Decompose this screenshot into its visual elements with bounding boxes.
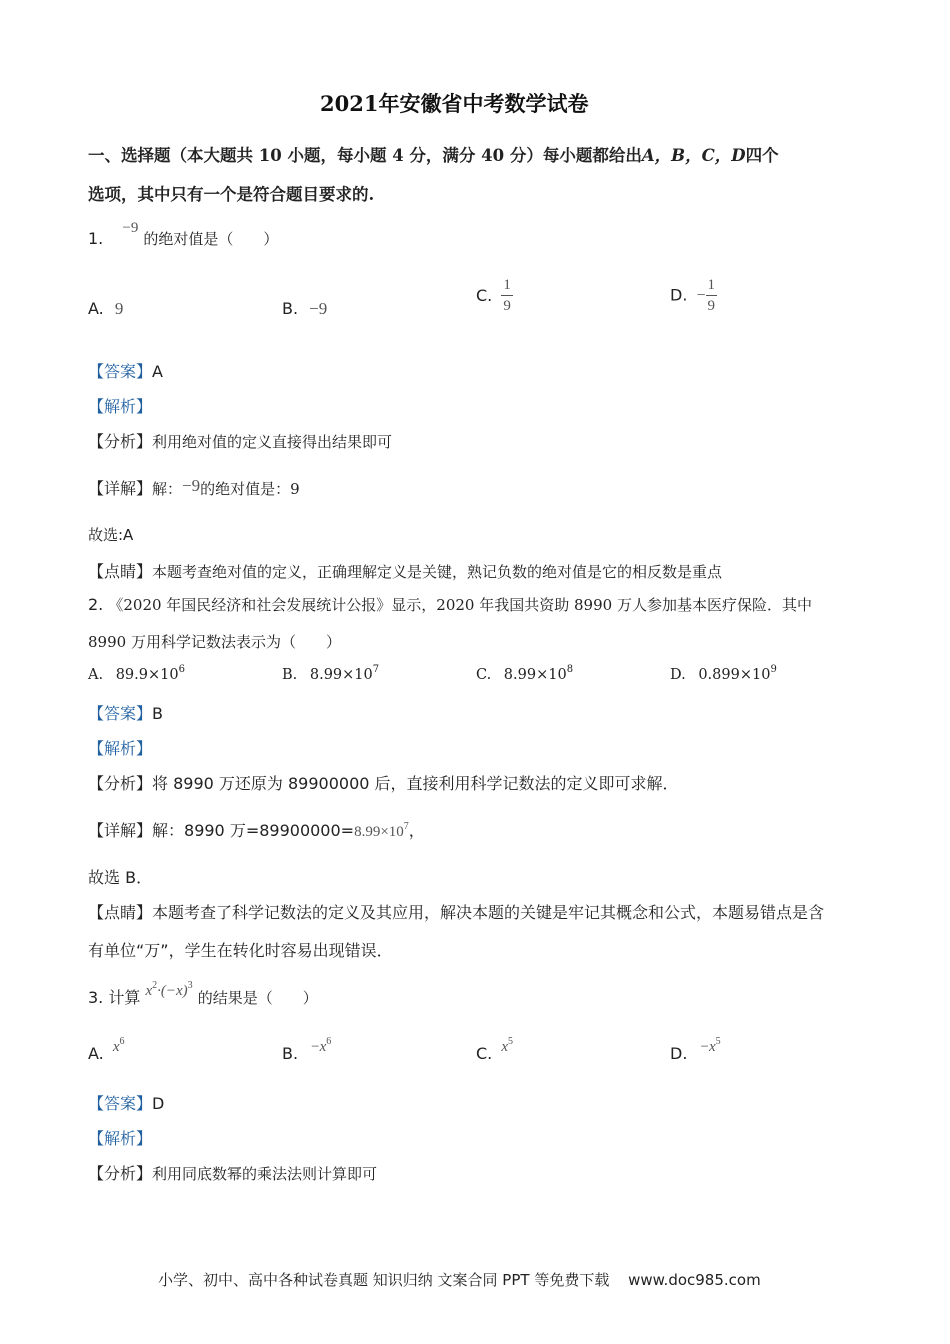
option-exponent: 6 (119, 1036, 125, 1047)
option-sign: − (696, 287, 706, 304)
q3-option-d (670, 1036, 721, 1064)
comment-text: 本题考查绝对值的定义，正确理解定义是关键，熟记负数的绝对值是它的相反数是重点 (152, 563, 723, 581)
option-label: A. (88, 299, 104, 318)
detail-tag: 【详解】 (88, 821, 153, 840)
question-2-line2: 8990 万用科学记数法表示为（ ） (88, 633, 341, 651)
q2-fenxi (88, 771, 679, 794)
option-exponent: 8 (566, 664, 574, 675)
detail-post: 的绝对值是：9 (200, 480, 300, 498)
question-2-line1 (88, 594, 812, 615)
comment-text: 本题考查了科学记数法的定义及其应用，解决本题的关键是牢记其概念和公式，本题易错点是含 (152, 903, 825, 922)
fraction-numerator: 1 (706, 278, 718, 296)
fenxi-text: 利用绝对值的定义直接得出结果即可 (152, 433, 393, 451)
section-heading-post: 四个 (745, 146, 779, 165)
expr-exp-a: 2 (152, 980, 158, 991)
option-sign: − (700, 1039, 709, 1055)
q1-fenxi (88, 429, 392, 452)
fraction-numerator: 1 (501, 278, 513, 296)
q2-option-b (282, 664, 380, 683)
option-label: A. (88, 667, 104, 683)
option-fraction (501, 278, 513, 314)
detail-pre: 解：8990 万=89900000= (152, 821, 355, 840)
q2-answer (88, 701, 163, 724)
section-heading-line1 (88, 142, 779, 166)
option-label: A. (88, 1044, 104, 1063)
fenxi-text: 利用同底数幂的乘法法则计算即可 (152, 1165, 378, 1183)
option-base: x (501, 1039, 509, 1055)
q3-answer (88, 1091, 164, 1114)
option-label: C. (476, 667, 492, 683)
answer-tag: 【答案】 (88, 704, 153, 723)
fraction-denominator: 9 (707, 298, 716, 314)
option-base: 8.99×10 (309, 667, 373, 683)
section-heading-line2: 选项，其中只有一个是符合题目要求的. (88, 185, 375, 204)
q2-option-c (476, 664, 574, 683)
answer-value: D (152, 1094, 165, 1113)
option-fraction (706, 278, 718, 314)
q2-comment-line2: 有单位“万”，学生在转化时容易出现错误． (88, 941, 393, 960)
fenxi-tag: 【分析】 (88, 1164, 153, 1183)
q1-option-b (282, 299, 327, 319)
option-exponent: 6 (326, 1036, 332, 1047)
q3-option-a (88, 1036, 125, 1064)
option-exponent: 6 (178, 664, 185, 675)
option-sign: − (311, 1039, 320, 1055)
option-label: D. (670, 1044, 688, 1063)
q1-option-a (88, 299, 123, 319)
option-base: x (112, 1039, 120, 1055)
option-base: 0.899×10 (698, 667, 771, 683)
answer-value: A (152, 362, 163, 381)
q2-comment-line1 (88, 900, 824, 923)
question-number: 3. (88, 988, 104, 1007)
option-exponent: 5 (508, 1036, 514, 1047)
fenxi-text: 将 8990 万还原为 89900000 后，直接利用科学记数法的定义即可求解． (152, 774, 679, 793)
option-exponent: 5 (715, 1036, 721, 1047)
expr-exp-b: 3 (187, 980, 193, 991)
option-label: D. (670, 285, 688, 305)
footer-url[interactable]: www.doc985.com (628, 1271, 761, 1289)
q1-answer (88, 359, 163, 382)
expr-base-b: ·(−x) (157, 983, 188, 999)
q3-analysis-tag: 【解析】 (88, 1129, 153, 1148)
q1-option-c (476, 278, 513, 314)
footer-text: 小学、初中、高中各种试卷真题 知识归纳 文案合同 PPT 等免费下载 (158, 1271, 610, 1289)
fenxi-tag: 【分析】 (88, 432, 153, 451)
option-base: 89.9×10 (115, 667, 179, 683)
option-base: 8.99×10 (503, 667, 567, 683)
q2-option-a (88, 664, 185, 683)
detail-base: 8.99×10 (354, 824, 404, 840)
question-number: 1. (88, 229, 104, 248)
option-base: x (319, 1039, 327, 1055)
option-exponent: 9 (770, 664, 777, 675)
section-heading-letters: A，B，C，D (641, 146, 746, 165)
option-label: C. (476, 1044, 493, 1063)
q3-fenxi (88, 1161, 377, 1184)
detail-tag: 【详解】 (88, 479, 153, 498)
expr-base-a: x (145, 983, 153, 999)
question-pre: 计算 (108, 988, 141, 1007)
detail-pre: 解： (152, 480, 183, 498)
option-value: −9 (309, 299, 328, 318)
option-value: 9 (114, 299, 124, 318)
option-label: B. (282, 1044, 299, 1063)
answer-tag: 【答案】 (88, 1094, 153, 1113)
option-label: B. (282, 667, 298, 683)
detail-expression: −9 (182, 476, 201, 495)
question-text: 《2020 年国民经济和社会发展统计公报》显示，2020 年我国共资助 8990 万人参加基本医疗保险．其中 (108, 596, 812, 614)
question-3 (88, 980, 318, 1008)
detail-post: ， (408, 821, 425, 840)
option-label: B. (282, 299, 299, 318)
q1-detail (88, 476, 300, 499)
q3-option-c (476, 1036, 514, 1064)
question-expression: −9 (122, 220, 139, 236)
comment-tag: 【点睛】 (88, 903, 153, 922)
option-exponent: 7 (372, 664, 380, 675)
q1-option-d (670, 278, 717, 314)
q2-detail (88, 818, 425, 841)
q2-analysis-tag: 【解析】 (88, 739, 153, 758)
question-post: 的结果是（ ） (197, 989, 318, 1007)
fraction-denominator: 9 (503, 298, 511, 314)
question-number: 2. (88, 595, 104, 614)
q1-comment (88, 559, 722, 582)
q1-analysis-tag: 【解析】 (88, 397, 153, 416)
page-footer (158, 1269, 761, 1290)
answer-value: B (152, 704, 163, 723)
detail-exponent: 7 (403, 821, 409, 832)
q3-option-b (282, 1036, 332, 1064)
q2-option-d (670, 664, 777, 683)
page-title: 2021年安徽省中考数学试卷 (320, 91, 589, 116)
option-label: D. (670, 667, 686, 683)
question-1 (88, 220, 279, 249)
fenxi-tag: 【分析】 (88, 774, 153, 793)
answer-tag: 【答案】 (88, 362, 153, 381)
question-text: 的绝对值是（ ） (143, 230, 279, 248)
option-base: x (708, 1039, 716, 1055)
section-heading-pre: 一、选择题（本大题共 10 小题，每小题 4 分，满分 40 分）每小题都给出 (88, 146, 642, 165)
q1-choose: 故选:A (88, 526, 134, 544)
q2-choose: 故选 B． (88, 868, 153, 887)
option-label: C. (476, 285, 493, 305)
comment-tag: 【点睛】 (88, 562, 153, 581)
